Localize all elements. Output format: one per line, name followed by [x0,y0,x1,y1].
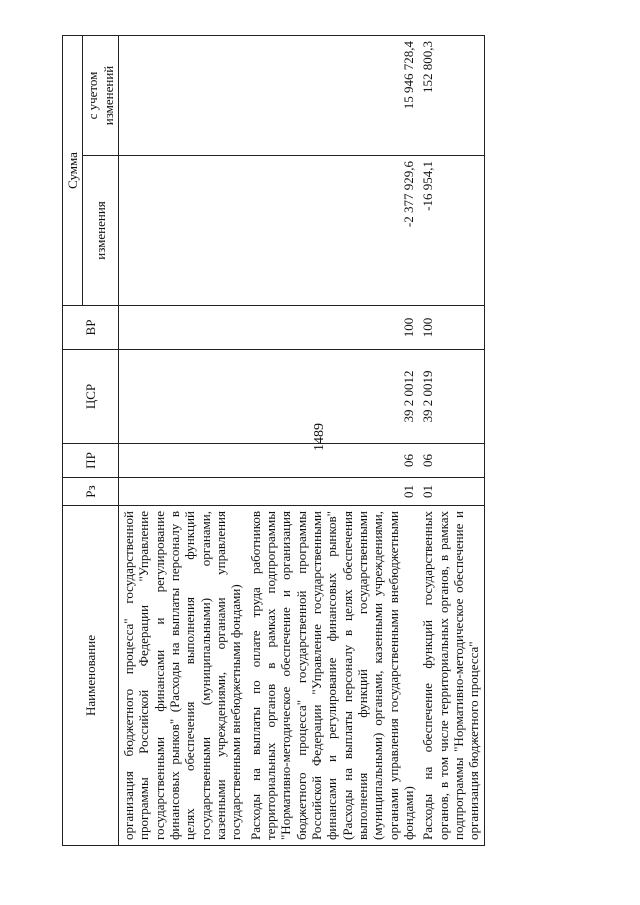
table-row [246,36,419,846]
row-name: Расходы на выплаты по оплате труда работников территориальных органов в рамках подпрограммы "Нормативно-методическое обеспечение и организация бюджетного процесса" государственной программы Российской Федерации "Управление государственными финансами и регулирование финансовых рынков" (Расходы на выплаты персоналу в целях обеспечения выполнения функций государственными (муниципальными) органами, казенными учреждениями, органами управления государственными внебюджетными фондами) [246,506,419,846]
row-csr: 39 2 0019 [418,350,484,444]
row-with-change: 152 800,3 [418,36,484,156]
row-csr [118,350,245,444]
header-change: изменения [83,156,119,306]
row-with-change [118,36,245,156]
row-rz: 01 [418,478,484,506]
row-vr: 100 [246,306,419,350]
row-vr: 100 [418,306,484,350]
row-pr [118,444,245,478]
header-csr: ЦСР [63,350,119,444]
header-vr: ВР [63,306,119,350]
header-pr: ПР [63,444,119,478]
row-rz [118,478,245,506]
budget-table [62,35,485,846]
header-rz: Рз [63,478,119,506]
row-name: организация бюджетного процесса" государственной программы Российской Федерации "Управление государственными финансами и регулирование финансовых рынков" (Расходы на выплаты персоналу в целях обеспечения выполнения функций государственными (муниципальными) органами, казенными учреждениями, органами управления государственными внебюджетными фондами) [118,506,245,846]
row-csr: 39 2 0012 [246,350,419,444]
table-row [418,36,484,846]
rotated-table-container [62,36,602,846]
table-row [118,36,245,846]
row-change [118,156,245,306]
table-header [63,36,119,846]
page-number: 1489 [312,423,327,451]
row-pr: 06 [418,444,484,478]
row-vr [118,306,245,350]
row-name: Расходы на обеспечение функций государственных органов, в том числе территориальных органов, в рамках подпрограммы "Нормативно-методическое обеспечение и организация бюджетного процесса" [418,506,484,846]
header-name: Наименование [63,506,119,846]
row-change: -2 377 929,6 [246,156,419,306]
header-with-change: с учетом изменений [83,36,119,156]
row-rz: 01 [246,478,419,506]
row-pr: 06 [246,444,419,478]
row-with-change: 15 946 728,4 [246,36,419,156]
row-change: -16 954,1 [418,156,484,306]
header-sum: Сумма [63,36,83,306]
